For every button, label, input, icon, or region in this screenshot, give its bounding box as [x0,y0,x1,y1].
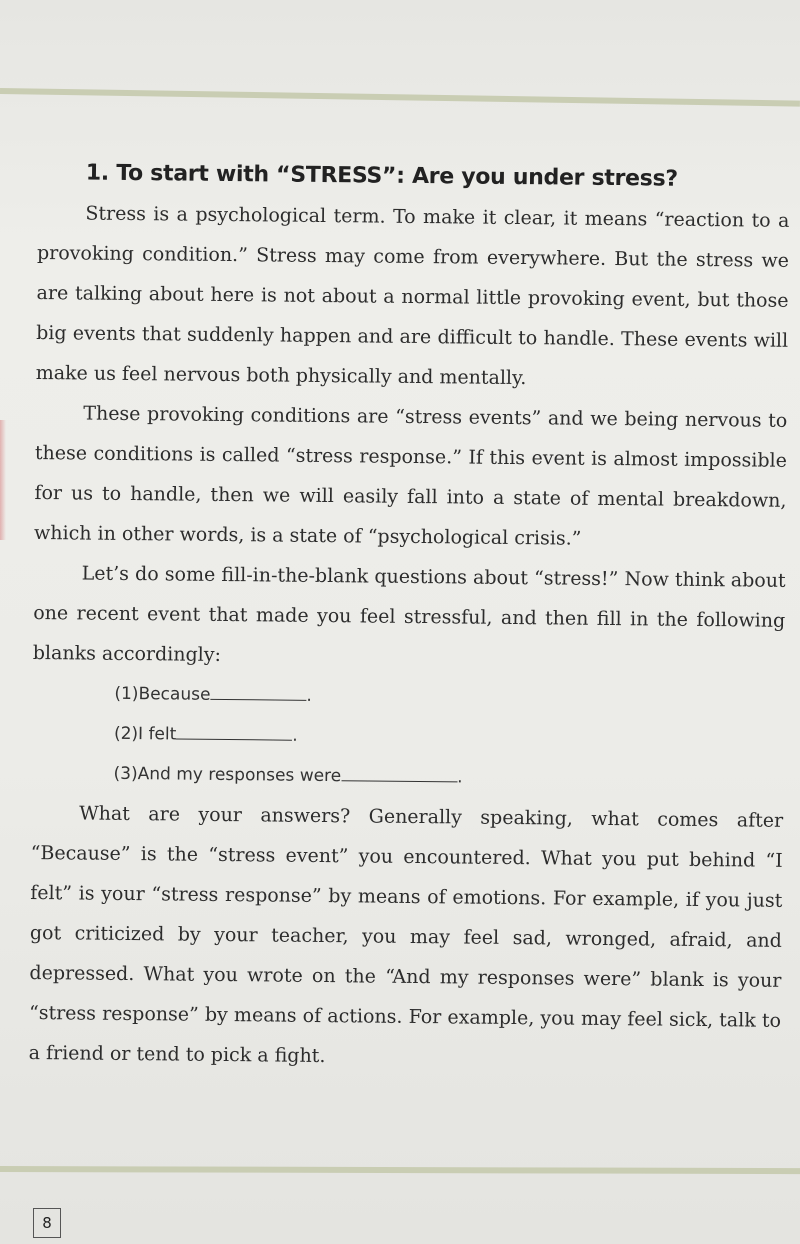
paragraph-stress-events: These provoking conditions are “stress events” and we being nervous to these conditions is called “stress response.” If this event is almost impossible for us to handle, then we will easily fall into a state of mental breakdown, which in other words, is a state of “psychological crisis.” [33,402,788,550]
section-heading: 1. To start with “STRESS”: Are you under stress? [85,160,678,192]
blank-suffix: . [306,685,312,706]
page-number: 8 [33,1208,61,1238]
blank-line [341,766,457,782]
blank-item-responses [113,754,783,801]
blank-item-i-felt [114,714,784,761]
page-content [28,160,790,1081]
blank-prefix: (3)And my responses were [113,763,342,787]
blank-line [210,685,306,701]
blank-suffix: . [457,767,463,788]
fill-in-blank-list [113,674,784,801]
blank-prefix: (2)I felt [113,723,177,745]
page-edge-shadow [0,420,6,540]
blank-line [176,724,292,740]
blank-item-because [114,674,784,721]
blank-prefix: (1)Because [114,683,211,705]
paragraph-answers-explained: What are your answers? Generally speaking, what comes after “Because” is the “stress event” you encountered. What you put behind “I felt” is your “stress response” by means of emotions. For example, if you just got criticized by your teacher, you may feel sad, wronged, afraid, and depressed. What you wrote on the “And my responses were” blank is your “stress response” by means of actions. For example, you may feel sick, talk to a friend or tend to pick a fight. [28,802,784,1068]
paragraph-fill-in-intro: Let’s do some fill-in-the-blank questions about “stress!” Now think about one recent event that made you feel stressful, and then fill in the following blanks accordingly: [32,562,786,666]
blank-suffix: . [292,725,298,746]
paragraph-stress-definition: Stress is a psychological term. To make it clear, it means “reaction to a provoking condition.” Stress may come from everywhere. But the stress we are talking about here is not about a normal little provoking event, but those big events that suddenly happen and are difficult to handle. These events will make us feel nervous both physically and mentally. [35,202,790,390]
